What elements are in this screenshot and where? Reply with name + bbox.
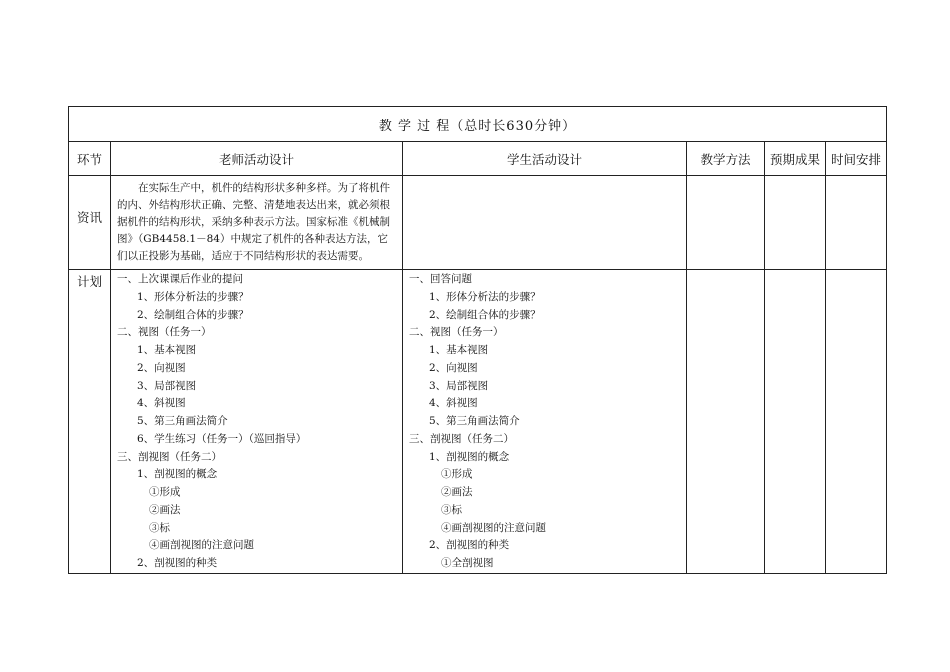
- student-plan-line: 二、视图（任务一）: [409, 326, 504, 339]
- student-plan-line: 一、回答问题: [409, 273, 472, 285]
- table-title: 教 学 过 程（总时长630分钟）: [69, 107, 887, 142]
- student-plan-line: 1、形体分析法的步骤？: [429, 290, 541, 303]
- header-time-arrangement: 时间安排: [826, 142, 887, 176]
- student-plan-line: ③标: [441, 503, 462, 516]
- method-cell-information: [687, 176, 765, 270]
- teacher-plan-line: 6、学生练习（任务一）（巡回指导）: [137, 432, 307, 445]
- header-teaching-method: 教学方法: [687, 142, 765, 176]
- teacher-plan-line: 2、剖视图的种类: [137, 557, 218, 569]
- header-stage: 环节: [69, 142, 111, 176]
- teacher-plan-line: ③标: [149, 521, 170, 534]
- student-plan-list: [409, 271, 682, 573]
- student-cell-information: [403, 176, 687, 270]
- student-plan-line: 1、基本视图: [429, 344, 489, 356]
- outcome-cell-plan: [765, 270, 826, 574]
- student-plan-line: 3、局部视图: [429, 379, 489, 392]
- table-row-information: [69, 176, 887, 270]
- teacher-plan-line: 4、斜视图: [137, 397, 186, 410]
- method-cell-plan: [687, 270, 765, 574]
- table-row-plan: [69, 270, 887, 574]
- student-plan-line: ①全剖视图: [441, 557, 494, 569]
- student-plan-line: 4、斜视图: [429, 397, 478, 410]
- student-plan-line: ④画剖视图的注意问题: [441, 521, 546, 534]
- teacher-plan-line: 5、第三角画法简介: [137, 415, 228, 427]
- student-plan-line: ①形成: [441, 468, 473, 481]
- teacher-plan-line: 1、形体分析法的步骤？: [137, 290, 249, 303]
- student-plan-line: 2、剖视图的种类: [429, 539, 510, 552]
- teacher-plan-list: [117, 271, 398, 573]
- stage-cell-information: 资讯: [69, 176, 111, 270]
- teacher-plan-line: 2、绘制组合体的步骤？: [137, 308, 249, 321]
- outcome-cell-information: [765, 176, 826, 270]
- student-plan-line: 2、向视图: [429, 361, 478, 374]
- header-student-activity: 学生活动设计: [403, 142, 687, 176]
- teacher-plan-line: 3、局部视图: [137, 379, 197, 392]
- teaching-process-table: [68, 106, 887, 574]
- teacher-plan-line: ②画法: [149, 503, 181, 516]
- header-teacher-activity: 老师活动设计: [111, 142, 403, 176]
- stage-cell-plan: 计划: [69, 270, 111, 574]
- header-expected-outcome: 预期成果: [765, 142, 826, 176]
- student-plan-line: 三、剖视图（任务二）: [409, 432, 514, 445]
- student-plan-line: 5、第三角画法简介: [429, 415, 520, 427]
- teacher-plan-line: 一、上次课课后作业的提问: [117, 273, 243, 285]
- teacher-plan-line: ④画剖视图的注意问题: [149, 539, 254, 552]
- student-plan-line: 1、剖视图的概念: [429, 450, 510, 463]
- student-plan-line: ②画法: [441, 486, 473, 498]
- teacher-plan-line: 二、视图（任务一）: [117, 326, 212, 339]
- time-cell-information: [826, 176, 887, 270]
- student-plan-line: 2、绘制组合体的步骤？: [429, 308, 541, 321]
- student-cell-plan: [403, 270, 687, 574]
- teacher-plan-line: 1、基本视图: [137, 344, 197, 356]
- time-cell-plan: [826, 270, 887, 574]
- teacher-cell-information: [111, 176, 403, 270]
- teacher-plan-line: 1、剖视图的概念: [137, 468, 218, 481]
- teacher-cell-plan: [111, 270, 403, 574]
- teacher-plan-line: ①形成: [149, 486, 181, 498]
- teacher-paragraph-information: 在实际生产中，机件的结构形状多种多样。为了将机件的内、外结构形状正确、完整、清楚地表达出来，就必须根据机件的结构形状，采纳多种表示方法。国家标准《机械制图》（GB4458.1－84）中规定了机件的各种表达方法，它们以正投影为基础，适应于不同结构形状的表达需要。: [117, 182, 390, 262]
- teacher-plan-line: 三、剖视图（任务二）: [117, 450, 222, 463]
- teacher-plan-line: 2、向视图: [137, 361, 186, 374]
